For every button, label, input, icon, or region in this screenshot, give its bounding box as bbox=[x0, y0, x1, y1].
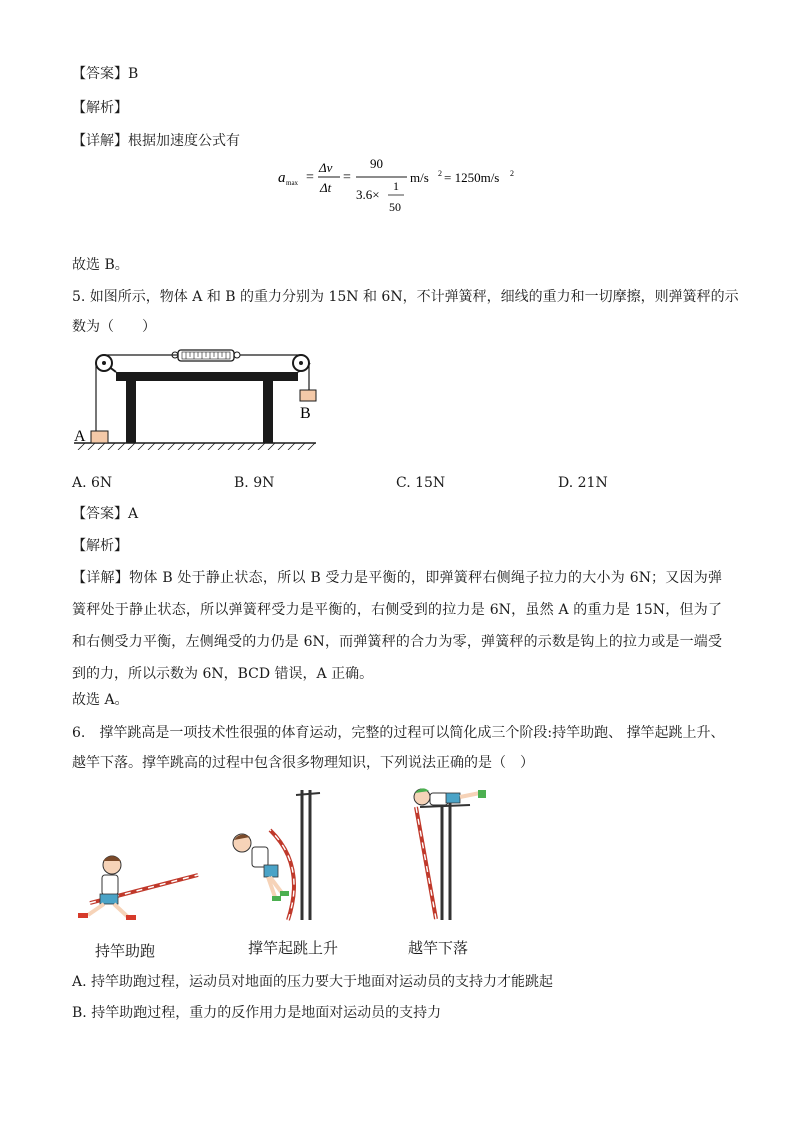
runner-illustration bbox=[78, 856, 198, 920]
spring-scale-figure bbox=[70, 345, 330, 450]
table-leg-left bbox=[126, 381, 136, 443]
answer-tag: 【答案】 bbox=[72, 506, 128, 522]
block-a bbox=[91, 431, 108, 443]
label-b: B bbox=[300, 405, 311, 422]
q4-conclusion: 故选 B。 bbox=[72, 257, 129, 273]
svg-text:=: = bbox=[306, 170, 314, 185]
formula-lhs-sub: max bbox=[286, 179, 299, 187]
jumper-illustration bbox=[233, 790, 320, 920]
detail-text: 根据加速度公式有 bbox=[128, 133, 240, 149]
caption-rise: 撑竿起跳上升 bbox=[248, 939, 339, 957]
q5-stem-line2: 数为（ ） bbox=[72, 319, 156, 335]
q5-option-d[interactable]: D. 21N bbox=[558, 475, 608, 491]
q5-detail bbox=[72, 562, 722, 690]
formula-den-frac-den: 50 bbox=[389, 200, 401, 214]
formula-delta-v: Δv bbox=[319, 160, 333, 175]
answer-value: B bbox=[128, 66, 139, 82]
q6-stem-line1: 6. 撑竿跳高是一项技术性很强的体育运动，完整的过程可以简化成三个阶段:持竿助跑、 撑竿起跳上升、 bbox=[72, 725, 725, 741]
q5-option-c[interactable]: C. 15N bbox=[396, 475, 446, 491]
answer-tag: 【答案】 bbox=[72, 66, 128, 82]
caption-fall: 越竿下落 bbox=[408, 939, 469, 957]
formula-rhs: = 1250m/s bbox=[444, 170, 500, 185]
q6-option-a[interactable]: A. 持竿助跑过程，运动员对地面的压力要大于地面对运动员的支持力才能跳起 bbox=[72, 974, 554, 990]
table-top bbox=[116, 372, 298, 381]
detail-text: 物体 B 处于静止状态，所以 B 受力是平衡的，即弹簧秤右侧绳子拉力的大小为 6N；又因为弹簧秤处于静止状态，所以弹簧秤受力是平衡的，右侧受到的拉力是 6N，虽然 A 的重力是 15N，但为了和右侧受力平衡，左侧绳受的力仍是 6N，而弹簧秤的合力为零，弹簧秤的示数是钩上的拉力或是一端受到的力，所以示数为 6N，BCD 错误，A 正确。 bbox=[72, 570, 723, 682]
q5-option-b[interactable]: B. 9N bbox=[234, 475, 275, 491]
table-leg-right bbox=[263, 381, 273, 443]
q4-analysis-tag: 【解析】 bbox=[72, 100, 128, 116]
q5-stem-line1: 5. 如图所示，物体 A 和 B 的重力分别为 15N 和 6N，不计弹簧秤，细线的重力和一切摩擦，则弹簧秤的示 bbox=[72, 289, 739, 305]
q6-option-b[interactable]: B. 持竿助跑过程，重力的反作用力是地面对运动员的支持力 bbox=[72, 1005, 442, 1021]
q4-answer bbox=[72, 64, 138, 84]
q5-answer bbox=[72, 504, 138, 524]
label-a: A bbox=[74, 428, 86, 445]
formula-numerator: 90 bbox=[370, 156, 383, 171]
q5-analysis-tag: 【解析】 bbox=[72, 538, 128, 554]
q5-option-a[interactable]: A. 6N bbox=[72, 475, 113, 491]
answer-value: A bbox=[128, 506, 139, 522]
q6-stem-line2: 越竿下落。撑竿跳高的过程中包含很多物理知识，下列说法正确的是（ ） bbox=[72, 755, 534, 771]
ground-hatching bbox=[78, 443, 315, 450]
spring-scale bbox=[172, 350, 240, 361]
caption-run: 持竿助跑 bbox=[95, 942, 156, 960]
formula-den-frac-num: 1 bbox=[393, 179, 399, 193]
acceleration-formula bbox=[270, 150, 530, 220]
q4-detail bbox=[72, 131, 240, 151]
q5-conclusion: 故选 A。 bbox=[72, 692, 129, 708]
pole-vault-figure bbox=[70, 785, 500, 935]
formula-exp1: 2 bbox=[438, 169, 442, 178]
formula-exp2: 2 bbox=[510, 169, 514, 178]
formula-delta-t: Δt bbox=[320, 180, 332, 195]
svg-text:=: = bbox=[343, 170, 351, 185]
detail-tag: 【详解】 bbox=[72, 133, 128, 149]
formula-den-prefix: 3.6× bbox=[356, 187, 380, 202]
formula-lhs: a bbox=[278, 170, 286, 186]
formula-unit1: m/s bbox=[410, 170, 429, 185]
bar-crossing-illustration bbox=[414, 788, 486, 920]
detail-tag: 【详解】 bbox=[72, 570, 130, 586]
block-b bbox=[300, 390, 316, 401]
